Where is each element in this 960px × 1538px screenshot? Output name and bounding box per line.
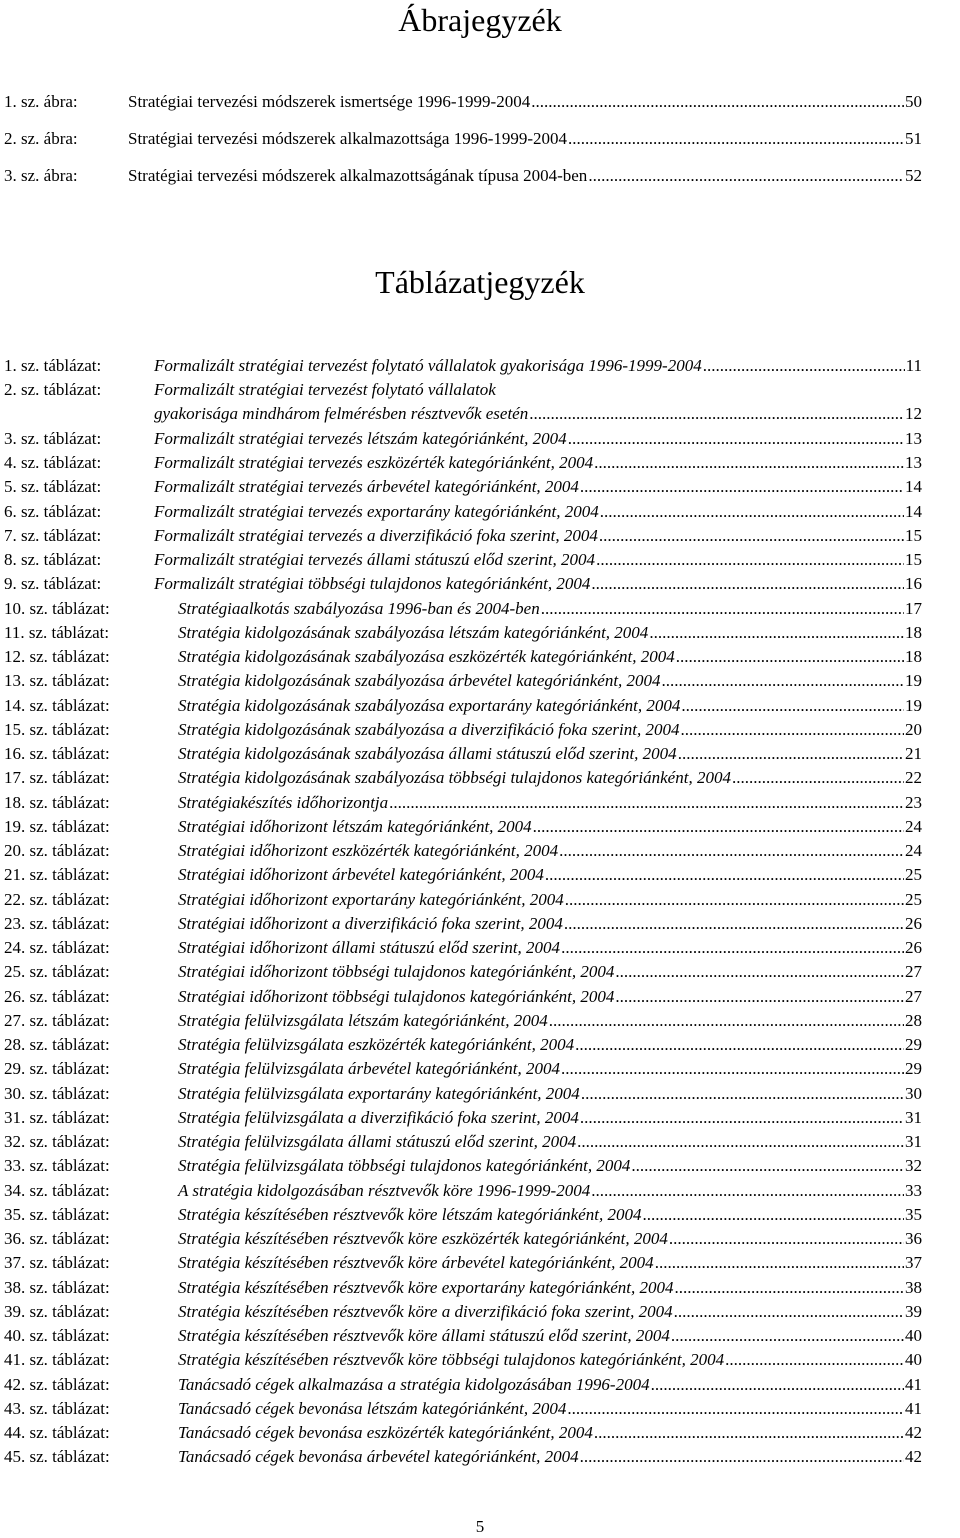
entry-title: Stratégia felülvizsgálata árbevétel kategóriánként, 2004	[178, 1059, 560, 1079]
table-entry	[0, 888, 960, 912]
entry-title: Stratégia felülvizsgálata állami státuszú előd szerint, 2004	[178, 1132, 577, 1151]
dot-leader	[631, 1154, 904, 1178]
table-entry	[0, 985, 960, 1009]
tables-title: Táblázatjegyzék	[375, 264, 585, 300]
entry-page: 31	[905, 1132, 922, 1151]
entry-title: Stratégiakészítés időhorizontja	[178, 792, 389, 812]
entry-number: 11. sz. táblázat:	[4, 622, 110, 642]
entry-row	[178, 888, 922, 912]
entry-page: 52	[905, 166, 922, 185]
dot-leader	[596, 548, 904, 572]
entry-title: Stratégia felülvizsgálata exportarány kategóriánként, 2004	[178, 1083, 580, 1103]
entry-row	[154, 475, 922, 499]
entry-title: Formalizált stratégiai tervezés árbevétel kategóriánként, 2004	[154, 477, 579, 497]
entry-page: 19	[905, 671, 922, 691]
entry-number: 34. sz. táblázat:	[4, 1180, 110, 1200]
dot-leader	[680, 718, 904, 742]
table-entry	[0, 1033, 960, 1057]
table-entry	[0, 1348, 960, 1372]
entry-title: Stratégia készítésében résztvevők köre többségi tulajdonos kategóriánként, 2004	[178, 1350, 725, 1370]
table-entry	[0, 1276, 960, 1300]
entry-number: 26. sz. táblázat:	[4, 986, 110, 1006]
dot-leader	[581, 1082, 904, 1106]
entry-number: 6. sz. táblázat:	[4, 501, 102, 521]
entry-title: Stratégia felülvizsgálata a diverzifikáció foka szerint, 2004	[178, 1107, 579, 1127]
entry-title: Formalizált stratégiai tervezést folytató vállalatok gyakorisága 1996-1999-2004	[154, 356, 702, 375]
entry-number: 41. sz. táblázat:	[4, 1350, 110, 1370]
entry-page: 41	[905, 1374, 922, 1394]
entry-page: 22	[905, 768, 922, 788]
entry-title: Stratégia kidolgozásának szabályozása létszám kategóriánként, 2004	[178, 622, 649, 642]
entry-row	[178, 1179, 922, 1203]
table-entry	[0, 1324, 960, 1348]
entry-title: Formalizált stratégiai tervezés a diverzifikáció foka szerint, 2004	[154, 525, 598, 545]
entry-number: 3. sz. ábra:	[4, 166, 78, 185]
dot-leader	[678, 742, 904, 766]
entry-page: 30	[905, 1083, 922, 1103]
table-entry	[0, 1179, 960, 1203]
dot-leader	[564, 912, 904, 936]
dot-leader	[591, 572, 904, 596]
entry-page: 18	[905, 647, 922, 666]
entry-title: Formalizált stratégiai tervezés létszám kategóriánként, 2004	[154, 428, 567, 448]
entry-page: 24	[905, 816, 922, 836]
dot-leader	[703, 354, 905, 378]
entry-page: 51	[905, 129, 922, 148]
figure-entry	[0, 164, 960, 188]
entry-number: 37. sz. táblázat:	[4, 1253, 110, 1273]
entry-row	[178, 742, 922, 766]
table-entry	[0, 1106, 960, 1130]
dot-leader	[531, 90, 904, 114]
entry-row	[178, 1082, 922, 1106]
table-entry	[0, 742, 960, 766]
entry-page: 50	[905, 92, 922, 111]
entry-title: Stratégiai időhorizont eszközérték kategóriánként, 2004	[178, 841, 559, 860]
dot-leader	[533, 815, 904, 839]
entry-number: 9. sz. táblázat:	[4, 574, 102, 594]
entry-number: 15. sz. táblázat:	[4, 719, 110, 739]
entry-row	[178, 621, 922, 645]
entry-row	[128, 127, 922, 151]
entry-number: 16. sz. táblázat:	[4, 744, 110, 763]
entry-title: Stratégia felülvizsgálata többségi tulajdonos kategóriánként, 2004	[178, 1156, 631, 1176]
entry-number: 39. sz. táblázat:	[4, 1301, 110, 1321]
entry-page: 25	[905, 889, 922, 909]
entry-title: Stratégia kidolgozásának szabályozása exportarány kategóriánként, 2004	[178, 695, 681, 715]
dot-leader	[651, 1373, 904, 1397]
entry-title: A stratégia kidolgozásában résztvevők köre 1996-1999-2004	[178, 1180, 591, 1200]
entry-title: Tanácsadó cégek alkalmazása a stratégia kidolgozásában 1996-2004	[178, 1374, 650, 1394]
table-entry	[0, 960, 960, 984]
table-entry	[0, 863, 960, 887]
entry-page: 39	[905, 1301, 922, 1321]
entry-number: 13. sz. táblázat:	[4, 671, 110, 691]
dot-leader	[567, 1397, 904, 1421]
dot-leader	[671, 1324, 904, 1348]
entry-row	[178, 1251, 922, 1275]
dot-leader	[681, 694, 904, 718]
entry-number: 2. sz. táblázat:	[4, 380, 102, 400]
entry-row	[154, 402, 922, 426]
entry-number: 25. sz. táblázat:	[4, 962, 110, 982]
entry-title: Stratégiai időhorizont exportarány kategóriánként, 2004	[178, 889, 564, 909]
entry-row	[178, 985, 922, 1009]
entry-row	[178, 1227, 922, 1251]
table-entry	[0, 427, 960, 451]
dot-leader	[662, 669, 904, 693]
entry-number: 30. sz. táblázat:	[4, 1083, 110, 1103]
dot-leader	[559, 839, 904, 863]
entry-number: 43. sz. táblázat:	[4, 1398, 110, 1418]
entry-row	[128, 90, 922, 114]
figures-title: Ábrajegyzék	[398, 2, 562, 38]
dot-leader	[594, 1421, 904, 1445]
entry-page: 17	[905, 598, 922, 618]
entry-row	[178, 1130, 922, 1154]
entry-page: 41	[905, 1398, 922, 1418]
entry-title: Stratégia készítésében résztvevők köre állami státuszú előd szerint, 2004	[178, 1326, 670, 1345]
entry-title: Stratégiaalkotás szabályozása 1996-ban és 2004-ben	[178, 598, 540, 618]
table-entry	[0, 912, 960, 936]
entry-title: Stratégiai időhorizont a diverzifikáció foka szerint, 2004	[178, 913, 563, 933]
entry-title: Stratégia kidolgozásának szabályozása a diverzifikáció foka szerint, 2004	[178, 719, 680, 739]
entry-number: 36. sz. táblázat:	[4, 1229, 110, 1248]
entry-page: 11	[905, 356, 922, 375]
entry-row	[178, 839, 922, 863]
entry-page: 21	[905, 744, 922, 763]
entry-number: 20. sz. táblázat:	[4, 841, 110, 860]
entry-row	[178, 1276, 922, 1300]
entry-page: 26	[905, 913, 922, 933]
entry-row	[178, 1397, 922, 1421]
entry-number: 3. sz. táblázat:	[4, 428, 102, 448]
entry-title: Formalizált stratégiai többségi tulajdonos kategóriánként, 2004	[154, 574, 591, 594]
entry-row	[178, 766, 922, 790]
entry-number: 10. sz. táblázat:	[4, 598, 110, 618]
entry-page: 27	[905, 986, 922, 1006]
entry-title: Stratégiai tervezési módszerek alkalmazottságának típusa 2004-ben	[128, 166, 588, 185]
entry-row	[178, 1154, 922, 1178]
entry-page: 33	[905, 1180, 922, 1200]
dot-leader	[591, 1179, 904, 1203]
entry-number: 21. sz. táblázat:	[4, 865, 110, 885]
entry-row	[154, 524, 922, 548]
entry-title: Formalizált stratégiai tervezés exportarány kategóriánként, 2004	[154, 501, 599, 521]
entry-row	[178, 863, 922, 887]
table-entry	[0, 378, 960, 426]
dot-leader	[565, 888, 904, 912]
entry-row	[178, 912, 922, 936]
dot-leader	[580, 1106, 904, 1130]
entry-number: 5. sz. táblázat:	[4, 477, 102, 497]
dot-leader	[588, 164, 904, 188]
entry-row	[178, 1033, 922, 1057]
dot-leader	[675, 1276, 904, 1300]
dot-leader	[580, 475, 904, 499]
entry-title: Stratégia felülvizsgálata eszközérték kategóriánként, 2004	[178, 1035, 575, 1054]
entry-row	[178, 791, 922, 815]
entry-title: Stratégiai időhorizont létszám kategóriánként, 2004	[178, 816, 532, 836]
dot-leader	[676, 645, 904, 669]
entry-number: 14. sz. táblázat:	[4, 695, 110, 715]
entry-page: 27	[905, 962, 922, 982]
entry-number: 38. sz. táblázat:	[4, 1277, 110, 1297]
entry-title: Stratégiai tervezési módszerek alkalmazottsága 1996-1999-2004	[128, 129, 568, 148]
table-entry	[0, 669, 960, 693]
table-entry	[0, 548, 960, 572]
entry-number: 22. sz. táblázat:	[4, 889, 110, 909]
entry-title: Tanácsadó cégek bevonása eszközérték kategóriánként, 2004	[178, 1423, 593, 1442]
dot-leader	[561, 1057, 904, 1081]
entry-number: 24. sz. táblázat:	[4, 938, 110, 957]
entry-title: Stratégiai időhorizont árbevétel kategóriánként, 2004	[178, 865, 544, 885]
entry-row	[154, 548, 922, 572]
dot-leader	[600, 500, 904, 524]
entry-title-line1: Formalizált stratégiai tervezést folytató vállalatok	[154, 380, 496, 400]
dot-leader	[642, 1203, 904, 1227]
entry-title: Formalizált stratégiai tervezés állami státuszú előd szerint, 2004	[154, 550, 596, 569]
entry-title: Stratégia készítésében résztvevők köre eszközérték kategóriánként, 2004	[178, 1229, 668, 1248]
entry-title: Stratégia készítésében résztvevők köre a diverzifikáció foka szerint, 2004	[178, 1301, 673, 1321]
table-entry	[0, 1300, 960, 1324]
table-entry	[0, 354, 960, 378]
entry-number: 1. sz. ábra:	[4, 92, 78, 111]
entry-row	[178, 815, 922, 839]
entry-title: Stratégiai időhorizont állami státuszú előd szerint, 2004	[178, 938, 561, 957]
entry-title: Stratégiai időhorizont többségi tulajdonos kategóriánként, 2004	[178, 986, 615, 1006]
table-entry	[0, 1203, 960, 1227]
entry-row	[154, 451, 922, 475]
entry-page: 32	[905, 1156, 922, 1176]
entry-number: 2. sz. ábra:	[4, 129, 78, 148]
entry-page: 23	[905, 792, 922, 812]
entry-page: 26	[905, 938, 922, 957]
entry-title: gyakorisága mindhárom felmérésben résztvevők esetén	[154, 404, 529, 424]
entry-page: 29	[905, 1035, 922, 1054]
table-entry	[0, 500, 960, 524]
dot-leader	[674, 1300, 904, 1324]
dot-leader	[594, 451, 904, 475]
entry-row	[178, 1324, 922, 1348]
table-entry	[0, 597, 960, 621]
table-entry	[0, 1009, 960, 1033]
dot-leader	[599, 524, 904, 548]
entry-title: Stratégia kidolgozásának szabályozása árbevétel kategóriánként, 2004	[178, 671, 661, 691]
entry-page: 15	[905, 550, 922, 569]
entry-number: 31. sz. táblázat:	[4, 1107, 110, 1127]
table-entry	[0, 1397, 960, 1421]
dot-leader	[549, 1009, 904, 1033]
figure-entry	[0, 127, 960, 151]
entry-page: 16	[905, 574, 922, 594]
entry-title: Stratégia kidolgozásának szabályozása állami státuszú előd szerint, 2004	[178, 744, 677, 763]
entry-row	[178, 1373, 922, 1397]
entry-number: 8. sz. táblázat:	[4, 550, 102, 569]
entry-page: 20	[905, 719, 922, 739]
entry-title: Stratégia felülvizsgálata létszám kategóriánként, 2004	[178, 1010, 548, 1030]
table-entry	[0, 839, 960, 863]
dot-leader	[655, 1251, 904, 1275]
entry-page: 28	[905, 1010, 922, 1030]
entry-row	[178, 1106, 922, 1130]
entry-row	[178, 1421, 922, 1445]
entry-page: 36	[905, 1229, 922, 1248]
entry-page: 40	[905, 1326, 922, 1345]
dot-leader	[389, 791, 904, 815]
dot-leader	[575, 1033, 904, 1057]
entry-row	[154, 427, 922, 451]
entry-number: 28. sz. táblázat:	[4, 1035, 110, 1054]
entry-page: 42	[905, 1423, 922, 1442]
dot-leader	[725, 1348, 904, 1372]
entry-row	[178, 936, 922, 960]
entry-number: 42. sz. táblázat:	[4, 1374, 110, 1394]
dot-leader	[541, 597, 904, 621]
table-entry	[0, 1373, 960, 1397]
entry-number: 7. sz. táblázat:	[4, 525, 102, 545]
table-entry	[0, 791, 960, 815]
entry-number: 44. sz. táblázat:	[4, 1423, 110, 1442]
entry-page: 25	[905, 865, 922, 885]
table-entry	[0, 718, 960, 742]
entry-title: Stratégia készítésében résztvevők köre exportarány kategóriánként, 2004	[178, 1277, 674, 1297]
entry-row	[178, 960, 922, 984]
entry-page: 40	[905, 1350, 922, 1370]
entry-row	[178, 597, 922, 621]
entry-page: 31	[905, 1107, 922, 1127]
entry-page: 14	[905, 501, 922, 521]
table-entry	[0, 1130, 960, 1154]
entry-number: 29. sz. táblázat:	[4, 1059, 110, 1079]
table-entry	[0, 1057, 960, 1081]
entry-row	[178, 1445, 922, 1469]
dot-leader	[561, 936, 904, 960]
entry-row	[178, 718, 922, 742]
dot-leader	[568, 427, 904, 451]
dot-leader	[568, 127, 904, 151]
entry-row	[178, 1057, 922, 1081]
table-entry	[0, 815, 960, 839]
entry-row	[178, 1300, 922, 1324]
entry-page: 24	[905, 841, 922, 860]
entry-number: 19. sz. táblázat:	[4, 816, 110, 836]
entry-title: Stratégiai tervezési módszerek ismertsége 1996-1999-2004	[128, 92, 531, 111]
entry-row	[178, 694, 922, 718]
entry-number: 27. sz. táblázat:	[4, 1010, 110, 1030]
table-entry	[0, 524, 960, 548]
table-entry	[0, 1082, 960, 1106]
entry-number: 35. sz. táblázat:	[4, 1204, 110, 1224]
table-entry	[0, 1421, 960, 1445]
entry-number: 18. sz. táblázat:	[4, 792, 110, 812]
table-entry	[0, 1154, 960, 1178]
table-entry	[0, 451, 960, 475]
entry-title: Tanácsadó cégek bevonása létszám kategóriánként, 2004	[178, 1398, 567, 1418]
entry-page: 42	[905, 1447, 922, 1467]
entry-title: Tanácsadó cégek bevonása árbevétel kategóriánként, 2004	[178, 1447, 579, 1467]
entry-row	[154, 572, 922, 596]
table-entry	[0, 694, 960, 718]
entry-row	[128, 164, 922, 188]
entry-page: 29	[905, 1059, 922, 1079]
entry-row	[154, 500, 922, 524]
entry-page: 15	[905, 525, 922, 545]
entry-title: Stratégia kidolgozásának szabályozása többségi tulajdonos kategóriánként, 2004	[178, 768, 731, 788]
dot-leader	[649, 621, 904, 645]
table-entry	[0, 766, 960, 790]
table-entry	[0, 475, 960, 499]
entry-number: 12. sz. táblázat:	[4, 647, 110, 666]
page-number: 5	[475, 1517, 485, 1536]
table-entry	[0, 1227, 960, 1251]
entry-title: Stratégia készítésében résztvevők köre létszám kategóriánként, 2004	[178, 1204, 642, 1224]
dot-leader	[732, 766, 904, 790]
dot-leader	[615, 985, 904, 1009]
dot-leader	[529, 402, 904, 426]
entry-number: 4. sz. táblázat:	[4, 453, 102, 472]
entry-page: 35	[905, 1204, 922, 1224]
entry-title: Formalizált stratégiai tervezés eszközérték kategóriánként, 2004	[154, 453, 594, 472]
entry-number: 23. sz. táblázat:	[4, 913, 110, 933]
entry-title: Stratégia kidolgozásának szabályozása eszközérték kategóriánként, 2004	[178, 647, 675, 666]
table-entry	[0, 1251, 960, 1275]
table-entry	[0, 572, 960, 596]
entry-row	[178, 1348, 922, 1372]
entry-title: Stratégiai időhorizont többségi tulajdonos kategóriánként, 2004	[178, 962, 615, 982]
entry-page: 14	[905, 477, 922, 497]
entry-title: Stratégia készítésében résztvevők köre árbevétel kategóriánként, 2004	[178, 1253, 654, 1273]
table-entry	[0, 1445, 960, 1469]
entry-page: 18	[905, 622, 922, 642]
entry-page: 38	[905, 1277, 922, 1297]
entry-number: 32. sz. táblázat:	[4, 1132, 110, 1151]
entry-row	[154, 354, 922, 378]
dot-leader	[545, 863, 904, 887]
dot-leader	[577, 1130, 904, 1154]
table-entry	[0, 645, 960, 669]
table-entry	[0, 936, 960, 960]
entry-number: 40. sz. táblázat:	[4, 1326, 110, 1345]
entry-number: 1. sz. táblázat:	[4, 356, 102, 375]
entry-number: 33. sz. táblázat:	[4, 1156, 110, 1176]
entry-number: 17. sz. táblázat:	[4, 768, 110, 788]
entry-page: 13	[905, 453, 922, 472]
table-entry	[0, 621, 960, 645]
entry-page: 13	[905, 428, 922, 448]
entry-row	[178, 1009, 922, 1033]
entry-row	[178, 1203, 922, 1227]
figure-entry	[0, 90, 960, 114]
dot-leader	[580, 1445, 904, 1469]
dot-leader	[615, 960, 904, 984]
entry-page: 19	[905, 695, 922, 715]
entry-row	[178, 669, 922, 693]
entry-page: 37	[905, 1253, 922, 1273]
dot-leader	[669, 1227, 904, 1251]
entry-page: 12	[905, 404, 922, 424]
entry-number: 45. sz. táblázat:	[4, 1447, 110, 1467]
entry-row	[178, 645, 922, 669]
